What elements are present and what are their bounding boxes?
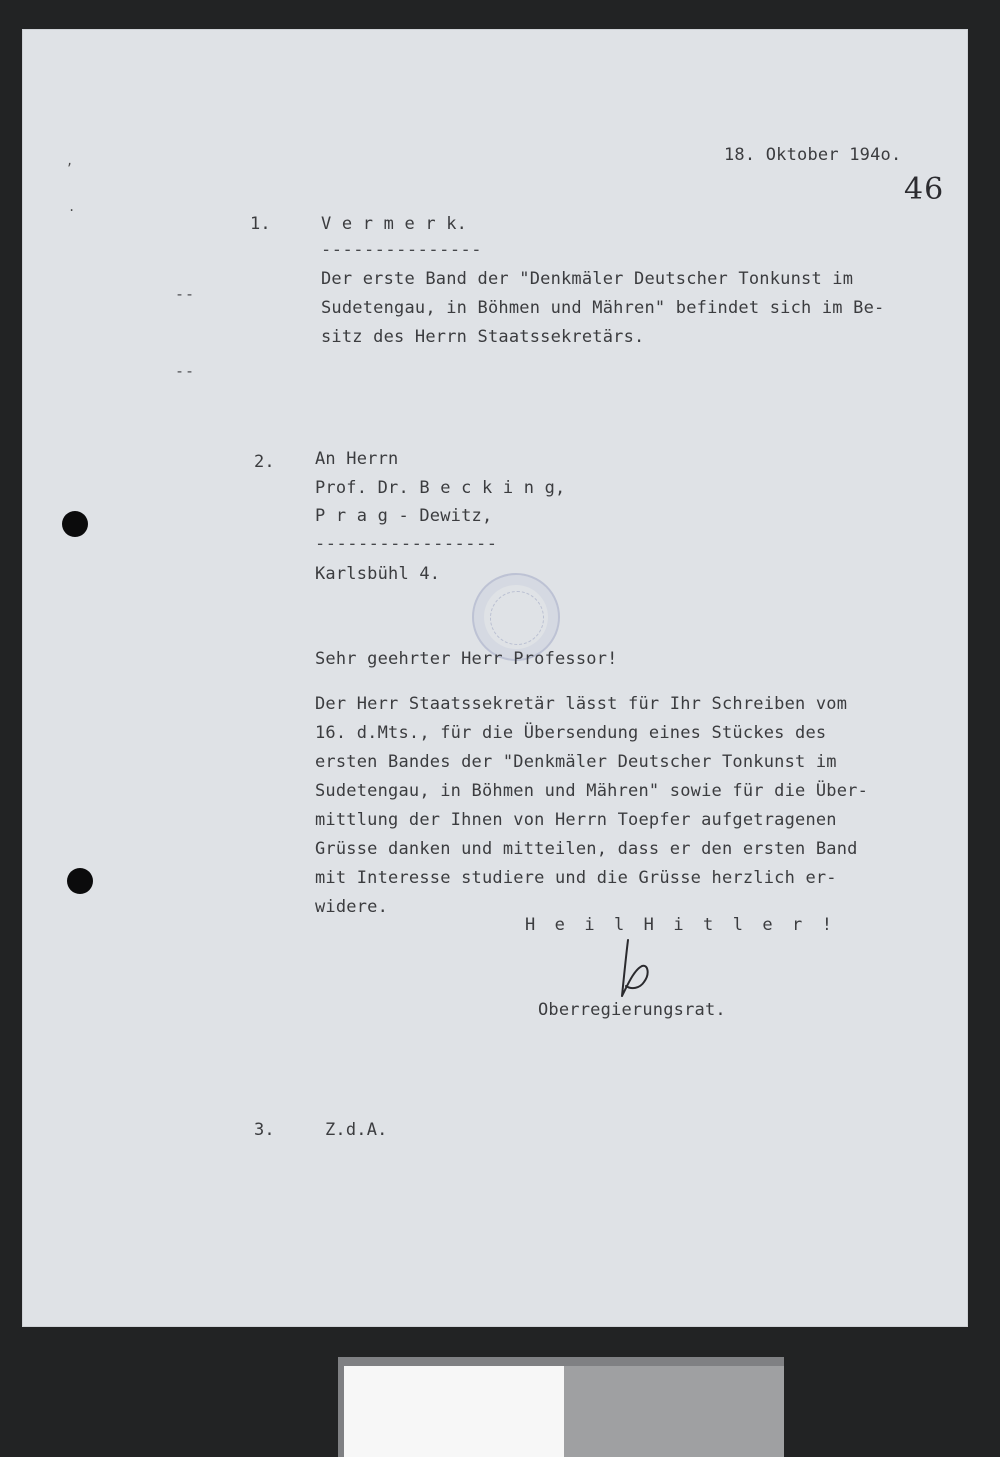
document-page	[22, 29, 968, 1327]
edge-mark: .	[68, 200, 76, 214]
letter-body-line: mit Interesse studiere und die Grüsse herzlich er-	[315, 868, 837, 888]
closing-greeting: H e i l H i t l e r !	[525, 915, 837, 935]
section-2-number: 2.	[254, 452, 275, 472]
section-3-text: Z.d.A.	[325, 1120, 388, 1140]
edge-mark: ,	[66, 154, 74, 168]
section-1-line: Der erste Band der "Denkmäler Deutscher Tonkunst im	[321, 269, 854, 289]
margin-dash-mark: --	[175, 285, 196, 303]
section-1-line: Sudetengau, in Böhmen und Mähren" befindet sich im Be-	[321, 298, 885, 318]
punch-hole-bottom	[67, 868, 93, 894]
section-1-title: V e r m e r k.	[321, 214, 468, 234]
section-3-number: 3.	[254, 1120, 275, 1140]
letter-body-line: widere.	[315, 897, 389, 917]
address-line: An Herrn	[315, 449, 399, 469]
section-1-underline: ---------------	[321, 240, 483, 260]
margin-dash-mark: --	[175, 362, 196, 380]
section-1-number: 1.	[250, 214, 271, 234]
letter-body-line: ersten Bandes der "Denkmäler Deutscher Tonkunst im	[315, 752, 837, 772]
letter-body-line: mittlung der Ihnen von Herrn Toepfer aufgetragenen	[315, 810, 837, 830]
archive-strip-grey	[564, 1366, 784, 1457]
punch-hole-top	[62, 511, 88, 537]
document-date: 18. Oktober 194o.	[724, 145, 902, 165]
salutation: Sehr geehrter Herr Professor!	[315, 649, 618, 669]
address-line: P r a g - Dewitz,	[315, 506, 493, 526]
address-street: Karlsbühl 4.	[315, 564, 441, 584]
page-number: 46	[904, 172, 945, 207]
letter-body-line: 16. d.Mts., für die Übersendung eines Stückes des	[315, 723, 827, 743]
signatory-title: Oberregierungsrat.	[538, 1000, 726, 1020]
letter-body-line: Der Herr Staatssekretär lässt für Ihr Schreiben vom	[315, 694, 848, 714]
letter-body-line: Sudetengau, in Böhmen und Mähren" sowie für die Über-	[315, 781, 869, 801]
address-underline: -----------------	[315, 534, 498, 554]
section-1-line: sitz des Herrn Staatssekretärs.	[321, 327, 645, 347]
address-line: Prof. Dr. B e c k i n g,	[315, 478, 566, 498]
letter-body-line: Grüsse danken und mitteilen, dass er den ersten Band	[315, 839, 858, 859]
archive-strip-white	[344, 1366, 564, 1457]
